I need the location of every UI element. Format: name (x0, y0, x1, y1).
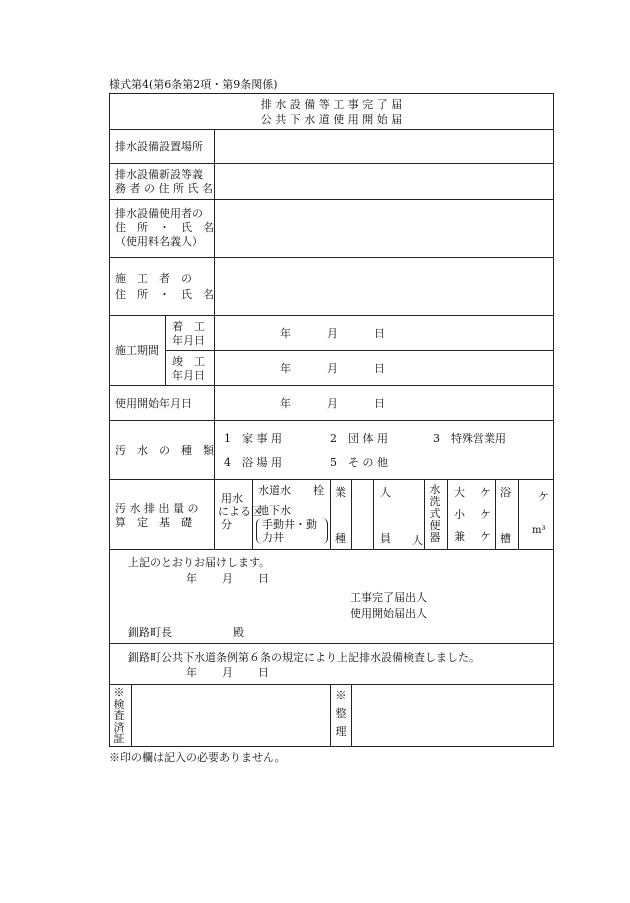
water-use-1: 用水 (221, 492, 243, 505)
col-source-end (330, 479, 331, 550)
water-use-3: 分 (221, 518, 232, 531)
notifier-completion: 工事完了届出人 (350, 591, 427, 604)
col-industry-end (351, 479, 352, 550)
tap-water-label: 水道水 (258, 484, 291, 497)
groundwater-label: 地下水 (258, 504, 291, 517)
rule-period-sub (165, 315, 166, 386)
col-filing-end (351, 684, 352, 747)
toilet-small: 小 (454, 508, 465, 521)
usage-year: 年 (280, 397, 291, 410)
discharge-label-1: 汚 水 排 出 量 の (115, 502, 199, 515)
usage-start-label: 使用開始年月日 (115, 397, 192, 410)
location-label: 排水設備設置場所 (115, 140, 203, 153)
rule-contractor (109, 315, 554, 316)
title-line2: 公 共 下 水 道 使 用 開 始 届 (260, 113, 403, 126)
finish-month: 月 (327, 362, 338, 375)
user-label-1: 排水設備使用者の (115, 207, 203, 220)
rule-label-col (214, 129, 215, 550)
notice-text: 上記のとおりお届けします。 (128, 556, 271, 569)
flush-toilet-label: 水洗式便器 (429, 483, 441, 544)
bath-unit: ケ (538, 490, 549, 503)
water-use-2: による区 (218, 505, 262, 518)
persons-top: 人 (380, 486, 391, 499)
rule-title (109, 129, 554, 130)
border-top (109, 93, 554, 94)
pump-line-2: 力井 (262, 531, 284, 544)
start-month: 月 (327, 327, 338, 340)
start-label-1: 着 工 (172, 320, 205, 333)
period-label: 施工期間 (115, 344, 159, 357)
user-label-3: （使用料名義人） (115, 235, 203, 248)
notice-year: 年 (186, 572, 197, 585)
toilet-large: 大 (454, 486, 465, 499)
col-gap-end (373, 479, 374, 550)
footnote: ※印の欄は記入の必要ありません。 (109, 751, 286, 764)
pump-line-1: 手動井・動 (262, 518, 317, 531)
sewage-type-1: 1 家 事 用 (224, 432, 282, 445)
inspection-text: 釧路町公共下水道条例第６条の規定により上記排水設備検査しました。 (128, 651, 480, 664)
tap-unit: 栓 (313, 484, 324, 497)
contractor-label-1: 施 工 者 の (115, 272, 192, 285)
notice-month: 月 (222, 572, 233, 585)
user-label-2: 住 所 ・ 氏 名 (115, 221, 214, 234)
start-day: 日 (374, 327, 385, 340)
sewage-type-label: 汚 水 の 種 類 (115, 444, 214, 457)
col-toilet-end (447, 479, 448, 550)
notifier-usage: 使用開始届出人 (350, 607, 427, 620)
finish-day: 日 (374, 362, 385, 375)
rule-inspection (109, 684, 554, 685)
rule-location (109, 163, 554, 164)
obligor-label-1: 排水設備新設等義 (115, 168, 203, 181)
rule-obligor (109, 199, 554, 200)
usage-month: 月 (327, 397, 338, 410)
rule-start (165, 350, 554, 351)
start-year: 年 (280, 327, 291, 340)
persons-bottom: 員 (380, 532, 391, 545)
col-inspected-end (131, 684, 132, 747)
contractor-label-2: 住 所 ・ 氏 名 (115, 288, 214, 301)
rule-sewage (109, 479, 554, 480)
finish-label-2: 年月日 (172, 369, 205, 382)
inspection-year: 年 (186, 666, 197, 679)
start-label-2: 年月日 (172, 334, 205, 347)
col-inspected-box-end (330, 684, 331, 747)
rule-usage (109, 420, 554, 421)
form-number: 様式第4(第6条第2項・第9条関係) (109, 78, 278, 91)
sewage-type-3: 3 特殊営業用 (433, 432, 506, 445)
industry-top: 業 (335, 486, 346, 499)
toilet-combined: 兼 (454, 530, 465, 543)
toilet-small-unit: ケ (480, 508, 491, 521)
col-bath-end (518, 479, 519, 550)
toilet-combined-unit: ケ (480, 530, 491, 543)
persons-unit: 人 (412, 534, 423, 547)
bath-bottom: 槽 (500, 532, 511, 545)
bath-top: 浴 (500, 486, 511, 499)
sewage-type-4: 4 浴 場 用 (224, 456, 282, 469)
title-line1: 排 水 設 備 等 工 事 完 了 届 (260, 98, 403, 111)
border-bottom (109, 746, 554, 747)
usage-day: 日 (374, 397, 385, 410)
inspection-day: 日 (258, 666, 269, 679)
rule-discharge (109, 549, 554, 550)
rule-period (109, 385, 554, 386)
finish-year: 年 (280, 362, 291, 375)
col-count-end (495, 479, 496, 550)
industry-bottom: 種 (335, 532, 346, 545)
finish-label-1: 竣 工 (172, 355, 205, 368)
inspected-label: ※検査済証 (113, 686, 125, 745)
mayor-label: 釧路町長 (128, 626, 172, 639)
discharge-label-2: 算 定 基 礎 (115, 516, 192, 529)
col-persons-end (424, 479, 425, 550)
filing-label: ※整理 (335, 689, 347, 738)
rule-notice (109, 643, 554, 644)
inspection-month: 月 (222, 666, 233, 679)
notice-day: 日 (258, 572, 269, 585)
rule-user (109, 257, 554, 258)
sewage-type-5: 5 そ の 他 (330, 456, 388, 469)
sewage-type-2: 2 団 体 用 (330, 432, 388, 445)
honorific: 殿 (233, 626, 244, 639)
obligor-label-2: 務 者 の 住 所 氏 名 (115, 182, 213, 195)
toilet-large-unit: ケ (480, 486, 491, 499)
volume-unit: m³ (532, 525, 546, 536)
